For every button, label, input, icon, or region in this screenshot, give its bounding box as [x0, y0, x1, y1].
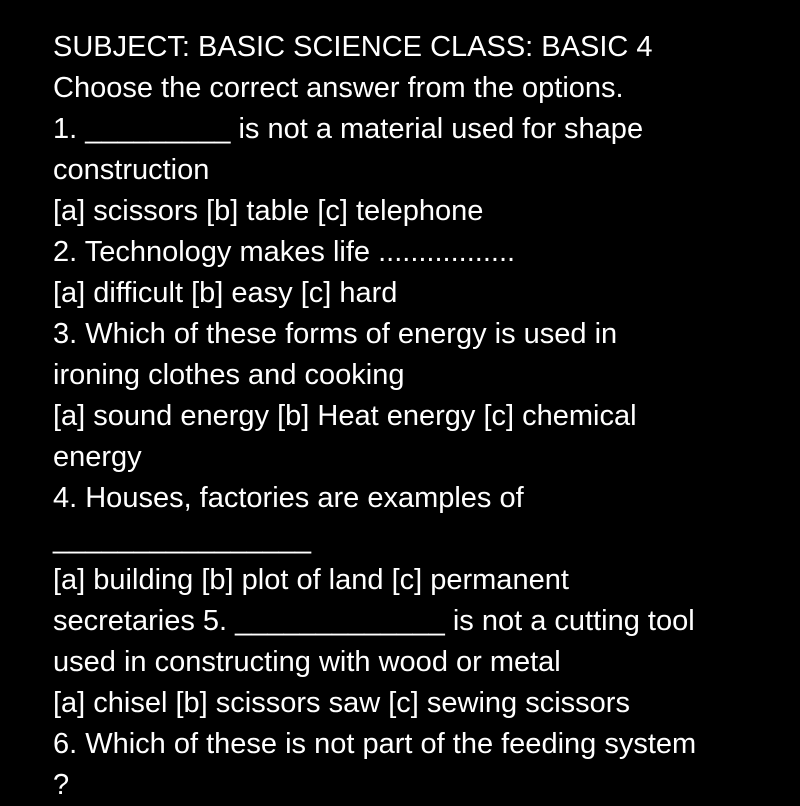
question-1-line-2: construction: [53, 154, 210, 186]
instruction-line: Choose the correct answer from the options.: [53, 72, 624, 104]
question-3-line-2: ironing clothes and cooking: [53, 359, 405, 391]
question-4-line-1: 4. Houses, factories are examples of: [53, 482, 524, 514]
question-4-blank: ________________: [53, 523, 312, 555]
worksheet-text: [53, 27, 770, 806]
question-6-line-1: 6. Which of these is not part of the feeding system: [53, 728, 697, 760]
question-5-line-1: secretaries 5. _____________ is not a cutting tool: [53, 605, 695, 637]
question-2-options: [a] difficult [b] easy [c] hard: [53, 277, 398, 309]
question-1-line-1: 1. _________ is not a material used for shape: [53, 113, 644, 145]
question-2-line: 2. Technology makes life .................: [53, 236, 516, 268]
question-3-line-1: 3. Which of these forms of energy is used in: [53, 318, 618, 350]
subject-header: SUBJECT: BASIC SCIENCE CLASS: BASIC 4: [53, 31, 653, 63]
question-1-options: [a] scissors [b] table [c] telephone: [53, 195, 484, 227]
question-3-options-line-1: [a] sound energy [b] Heat energy [c] chemical: [53, 400, 637, 432]
question-6-line-2: ?: [53, 769, 70, 801]
question-3-options-line-2: energy: [53, 441, 142, 473]
question-5-options: [a] chisel [b] scissors saw [c] sewing scissors: [53, 687, 630, 719]
question-4-options: [a] building [b] plot of land [c] permanent: [53, 564, 569, 596]
question-5-line-2: used in constructing with wood or metal: [53, 646, 561, 678]
